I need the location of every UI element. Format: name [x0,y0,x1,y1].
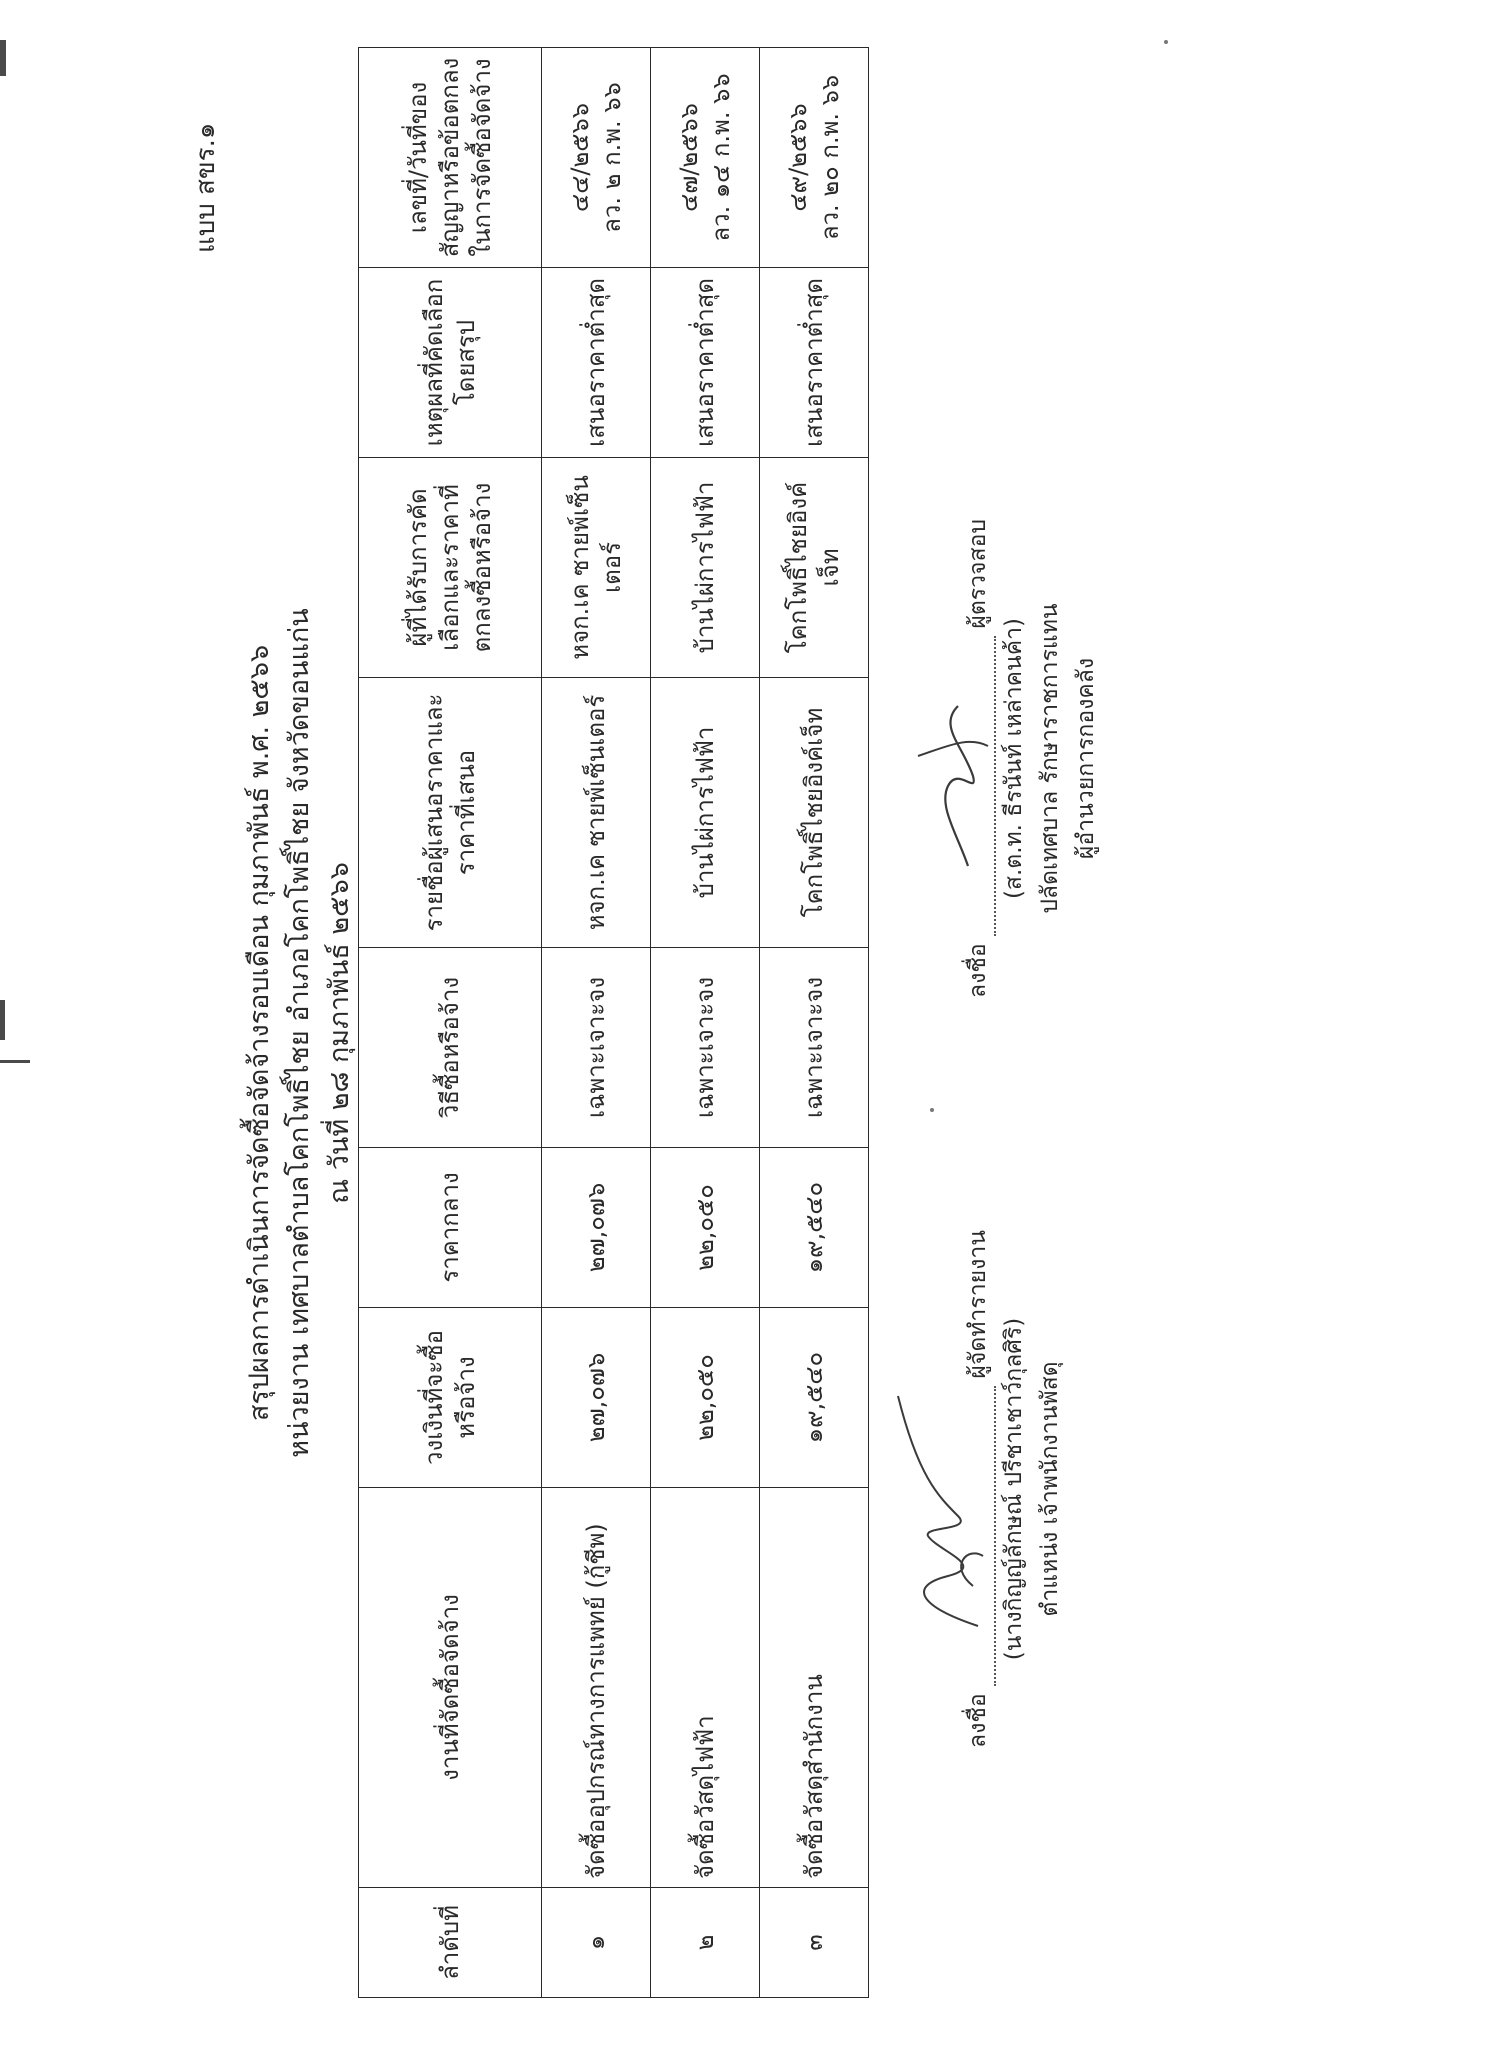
contract-number: ๔๗/๒๕๖๖ [675,103,703,212]
cell-median-price: ๒๒,๐๕๐ [651,1148,760,1308]
cell-method: เฉพาะเจาะจง [651,948,760,1148]
col-header-budget: วงเงินที่จะซื้อหรือจ้าง [359,1308,542,1488]
col-header-item: งานที่จัดซื้อจัดจ้าง [359,1488,542,1888]
signature-role: ผู้ตรวจสอบ [965,519,991,629]
cell-reason: เสนอราคาต่ำสุด [760,268,869,458]
signature-label: ลงชื่อ [965,943,991,998]
cell-reason: เสนอราคาต่ำสุด [651,268,760,458]
cell-bidders: บ้านไผ่การไฟฟ้า [651,678,760,948]
contract-number: ๔๙/๒๕๖๖ [784,103,812,212]
table-row [542,48,651,1998]
col-header-no: ลำดับที่ [359,1888,542,1998]
signature-line [968,1386,996,1686]
cell-no: ๒ [651,1888,760,1998]
cell-reason: เสนอราคาต่ำสุด [542,268,651,458]
cell-item: จัดซื้ออุปกรณ์ทางการแพทย์ (กู้ชีพ) [542,1488,651,1888]
col-header-median-price: ราคากลาง [359,1148,542,1308]
cell-selected: หจก.เค ซายพ์เซ็น เตอร์ [542,458,651,678]
contract-date: ลว. ๒๐ ก.พ. ๖๖ [816,74,844,241]
signer-name: (ส.ต.ท. ธีรนันท์ เหล่าคนค้า) [1001,617,1027,900]
cell-contract [542,48,651,268]
signer-position: ปลัดเทศบาล รักษาราชการแทน [1037,603,1063,914]
table-header-row [359,48,542,1998]
col-header-method: วิธีซื้อหรือจ้าง [359,948,542,1148]
table-row [651,48,760,1998]
cell-method: เฉพาะเจาะจง [542,948,651,1148]
procurement-table [358,47,869,1998]
cell-budget: ๒๒,๐๕๐ [651,1308,760,1488]
signature-label: ลงชื่อ [965,1693,991,1748]
cell-selected: โคกโพธิ์ไชยอิงค์เจ็ท [760,458,869,678]
cell-bidders: หจก.เค ซายพ์เซ็นเตอร์ [542,678,651,948]
table-row [760,48,869,1998]
title-line-3: ณ วันที่ ๒๘ กุมภาพันธ์ ๒๕๖๖ [324,862,355,1204]
col-header-bidders: รายชื่อผู้เสนอราคาและราคาที่เสนอ [359,678,542,948]
document-title [240,318,360,1748]
form-code: แบบ สขร.๑ [191,122,221,253]
cell-median-price: ๑๙,๕๔๐ [760,1148,869,1308]
col-header-selected: ผู้ที่ได้รับการคัดเลือกและราคาที่ตกลงซื้อหรือจ้าง [359,458,542,678]
cell-contract [760,48,869,268]
col-header-contract: เลขที่/วันที่ของสัญญาหรือข้อตกลงในการจัดซื้อจัดจ้าง [359,48,542,268]
cell-budget: ๑๙,๕๔๐ [760,1308,869,1488]
title-line-2: หน่วยงาน เทศบาลตำบลโคกโพธิ์ไชย อำเภอโคกโพธิ์ไชย จังหวัดขอนแก่น [284,608,315,1458]
cell-no: ๓ [760,1888,869,1998]
cell-budget: ๒๗,๐๗๖ [542,1308,651,1488]
signer-position: ผู้อำนวยการกองคลัง [1073,657,1099,860]
contract-number: ๔๔/๒๕๖๖ [566,103,594,212]
signer-position: ตำแหน่ง เจ้าพนักงานพัสดุ [1037,1361,1063,1617]
title-line-1: สรุปผลการดำเนินการจัดซื้อจัดจ้างรอบเดือน กุมภาพันธ์ พ.ศ. ๒๕๖๖ [244,644,275,1422]
contract-date: ลว. ๒ ก.พ. ๖๖ [598,82,626,233]
contract-date: ลว. ๑๔ ก.พ. ๖๖ [707,73,735,242]
handwritten-signature [878,1386,998,1646]
signature-line [968,636,996,936]
cell-contract [651,48,760,268]
cell-selected: บ้านไผ่การไฟฟ้า [651,458,760,678]
cell-item: จัดซื้อวัสดุสำนักงาน [760,1488,869,1888]
reviewer-signature-block [960,519,1104,998]
cell-item: จัดซื้อวัสดุไฟฟ้า [651,1488,760,1888]
cell-method: เฉพาะเจาะจง [760,948,869,1148]
cell-no: ๑ [542,1888,651,1998]
signature-role: ผู้จัดทำรายงาน [965,1230,991,1379]
reporter-signature-block [960,1230,1068,1748]
cell-median-price: ๒๗,๐๗๖ [542,1148,651,1308]
signer-name: (นางกิญญ์ลักษณ์ ปรีชาเชาว์กุลศิริ) [1001,1317,1027,1661]
col-header-reason: เหตุผลที่คัดเลือกโดยสรุป [359,268,542,458]
cell-bidders: โคกโพธิ์ไชยอิงค์เจ็ท [760,678,869,948]
handwritten-signature [878,636,998,896]
